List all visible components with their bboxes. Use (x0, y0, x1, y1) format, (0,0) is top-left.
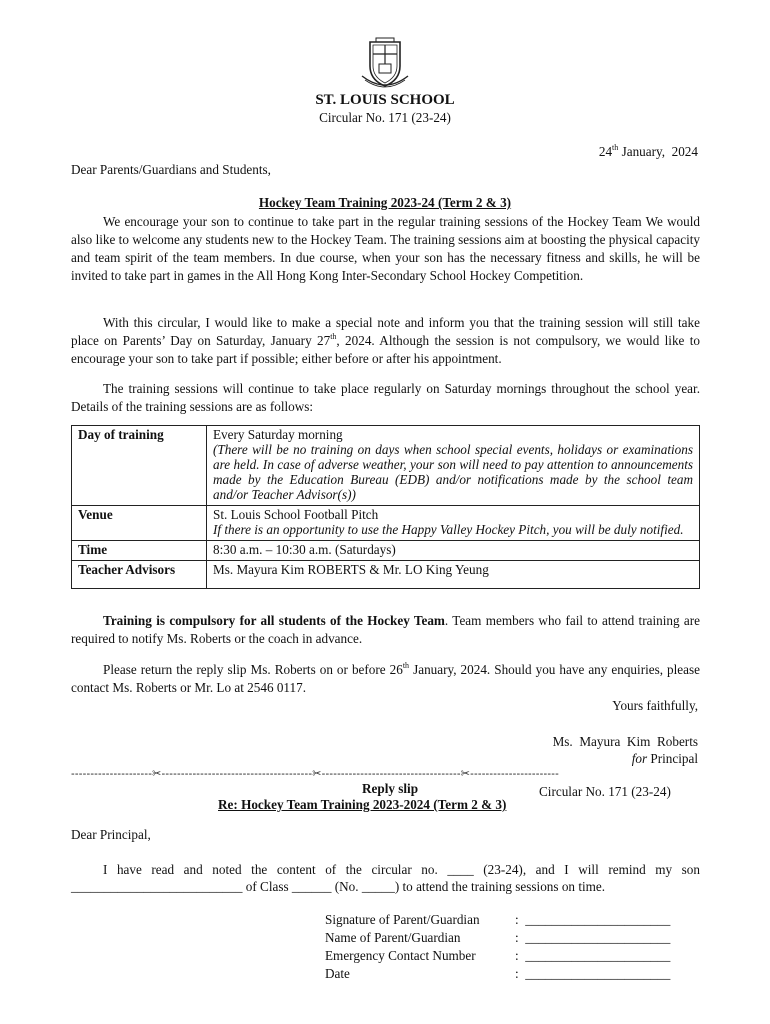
day-note-text: (There will be no training on days when school special events, holidays or examinations are held. In case of adverse weather, your son will need to pay attention to announcements made by the Education Bureau (EDB) and/or notifications made by the school team and/or Teacher Advisor(s)) (213, 442, 693, 502)
reply-slip-form (325, 911, 670, 983)
day-of-training-value (207, 426, 700, 506)
circular-number: Circular No. 171 (23-24) (319, 110, 451, 125)
date-blank[interactable]: : ______________________ (515, 966, 671, 981)
reply-slip-body-line-2: __________________________ of Class ______ (No. _____) to attend the training sessions on time. (71, 879, 606, 894)
venue-value (207, 506, 700, 541)
table-row (72, 506, 700, 541)
closing-yours-faithfully: Yours faithfully, (612, 698, 698, 713)
emergency-contact-blank[interactable]: : ______________________ (515, 948, 671, 963)
form-row (325, 911, 670, 929)
paragraph-compulsory: Training is compulsory for all students of the Hockey Team. Team members who fail to attend training are required to notify Ms. Roberts or the coach in advance. (71, 613, 701, 646)
reply-slip-heading: Reply slip (362, 781, 419, 796)
parent-name-label: Name of Parent/Guardian (325, 930, 461, 945)
date-label: Date (325, 966, 350, 981)
form-row (325, 947, 670, 965)
paragraph-reply-deadline: Please return the reply slip Ms. Roberts on or before 26th January, 2024. Should you have any enquiries, please contact Ms. Roberts or Mr. Lo at 2546 0117. (71, 660, 700, 695)
table-row (72, 541, 700, 561)
form-row (325, 929, 670, 947)
paragraph-parents-day: With this circular, I would like to make a special note and inform you that the training session will still take place on Parents’ Day on Saturday, January 27th, 2024. Although the session is not compulsory, we would like to encourage your son to take part if possible; either before or after his appointment. (71, 315, 700, 366)
time-value: 8:30 a.m. – 10:30 a.m. (Saturdays) (207, 541, 700, 561)
signature-label: Signature of Parent/Guardian (325, 912, 480, 927)
reply-slip-re-line: Re: Hockey Team Training 2023-2024 (Term 2 & 3) (218, 797, 507, 812)
parent-name-blank[interactable]: : ______________________ (515, 930, 671, 945)
teacher-advisors-label: Teacher Advisors (72, 561, 207, 589)
table-row (72, 561, 700, 589)
teacher-advisors-value: Ms. Mayura Kim ROBERTS & Mr. LO King Yeung (207, 561, 700, 589)
school-crest-logo (350, 36, 420, 92)
signature-blank[interactable]: : ______________________ (515, 912, 671, 927)
form-row (325, 965, 670, 983)
emergency-contact-label: Emergency Contact Number (325, 948, 476, 963)
signer-name: Ms. Mayura Kim Roberts (552, 734, 698, 749)
day-of-training-label: Day of training (72, 426, 207, 506)
reply-slip-body-line-1: I have read and noted the content of the circular no. ____ (23-24), and I will remind my son (103, 862, 700, 877)
day-value-text: Every Saturday morning (213, 427, 343, 442)
salutation: Dear Parents/Guardians and Students, (71, 162, 271, 177)
venue-note-text: If there is an opportunity to use the Happy Valley Hockey Pitch, you will be duly notified. (213, 522, 684, 537)
venue-value-text: St. Louis School Football Pitch (213, 507, 379, 522)
signer-role: for Principal (631, 751, 698, 766)
venue-label: Venue (72, 506, 207, 541)
time-label: Time (72, 541, 207, 561)
circular-title: Hockey Team Training 2023-24 (Term 2 & 3) (258, 195, 512, 210)
school-name: ST. LOUIS SCHOOL (315, 92, 455, 108)
training-details-table (71, 425, 700, 589)
reply-slip-salutation: Dear Principal, (71, 827, 151, 842)
reply-slip-circular-number: Circular No. 171 (23-24) (539, 784, 671, 799)
paragraph-intro: We encourage your son to continue to take part in the regular training sessions of the Hockey Team We would also like to welcome any students new to the Hockey Team. The training sessions aim at boosting the physical capacity and team spirit of the team members. In due course, when your son has the necessary fitness and skills, he will be invited to take part in games in the All Hong Kong Inter-Secondary School Hockey Competition. (71, 214, 700, 283)
circular-date: 24th January, 2024 (598, 142, 698, 159)
table-row (72, 426, 700, 506)
paragraph-schedule: The training sessions will continue to take place regularly on Saturday mornings throughout the school year. Details of the training sessions are as follows: (71, 381, 700, 414)
cut-line-scissors: ---------------------✂---------------------------------------✂------------------------------------✂----------------------- (71, 768, 559, 780)
